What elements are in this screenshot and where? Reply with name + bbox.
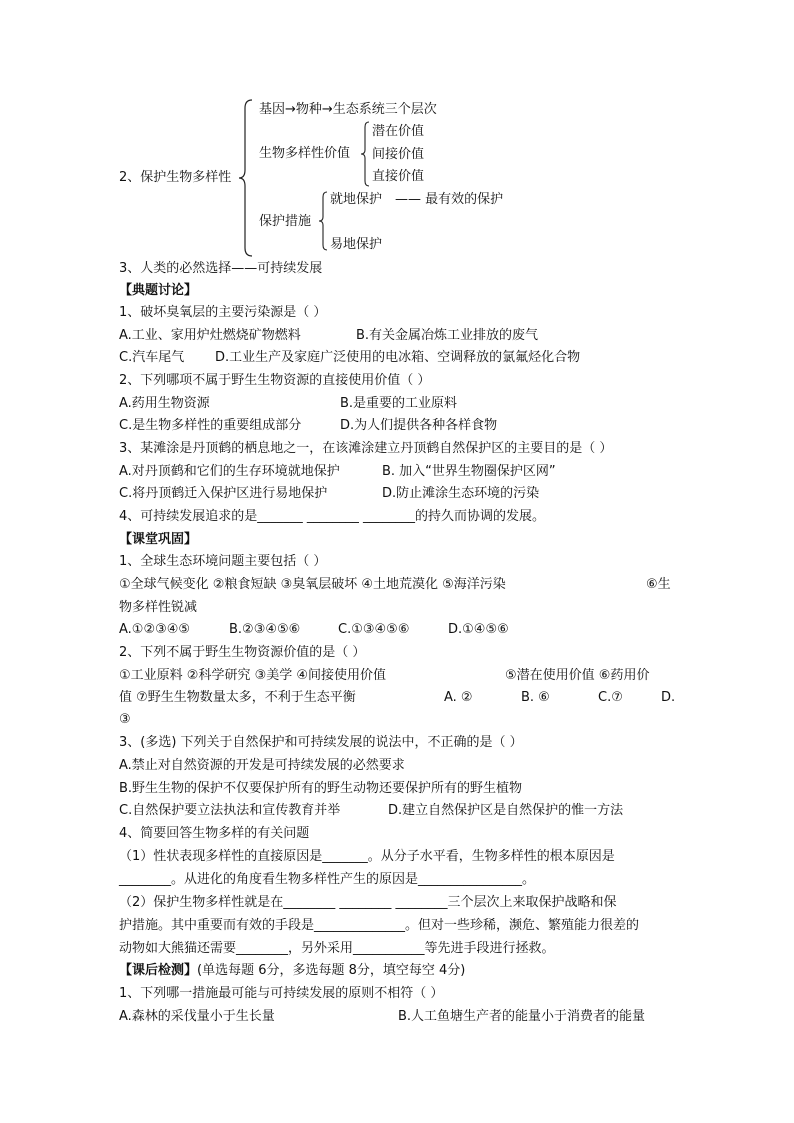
ex-situ: 易地保护 [330, 237, 383, 252]
line-3: 3、人类的必然选择——可持续发展 [119, 261, 323, 276]
fill-in-line: ________。从进化的角度看生物多样性产生的原因是________________。 [119, 872, 536, 887]
option: A.药用生物资源 [119, 396, 210, 411]
question: 1、下列哪一措施最可能与可持续发展的原则不相符（ ） [119, 986, 444, 1001]
question: 1、全球生态环境问题主要包括（ ） [119, 554, 327, 569]
value-potential: 潜在价值 [372, 124, 425, 139]
section-heading: 【课堂巩固】 [119, 532, 198, 547]
question: 3、(多选) 下列关于自然保护和可持续发展的说法中，不正确的是（ ） [119, 735, 523, 750]
option: A.森林的采伐量小于生长量 [119, 1009, 275, 1024]
option: B.人工鱼塘生产者的能量小于消费者的能量 [398, 1009, 646, 1024]
option: D.①④⑤⑥ [448, 622, 509, 637]
option: C.⑦ [598, 690, 623, 705]
option: C.①③④⑤⑥ [338, 622, 410, 637]
item-list: 物多样性锐减 [119, 600, 198, 615]
section-heading: 【课后检测】 [119, 963, 198, 978]
option: D.为人们提供各种各样食物 [340, 418, 498, 433]
option: D. [661, 690, 676, 705]
item-list: ⑥生 [646, 577, 671, 592]
item-list: 值 ⑦野生生物数量太多，不利于生态平衡 [119, 690, 356, 705]
option: C.是生物多样性的重要组成部分 [119, 418, 302, 433]
option: B.②③④⑤⑥ [229, 622, 301, 637]
in-situ: 就地保护 [330, 192, 383, 207]
fill-in-line: （1）性状表现多样性的直接原因是_______。从分子水平看，生物多样性的根本原因是 [119, 849, 615, 864]
option: A.①②③④⑤ [119, 622, 191, 637]
option: C.汽车尾气 [119, 350, 185, 365]
diagram-root: 2、保护生物多样性 [119, 170, 232, 185]
item-list: ①工业原料 ②科学研究 ③美学 ④间接使用价值 [119, 668, 387, 683]
option: A.对丹顶鹤和它们的生存环境就地保护 [119, 464, 340, 479]
diagram-levels: 基因→物种→生态系统三个层次 [259, 102, 437, 117]
section-heading: 【典题讨论】 [119, 283, 198, 298]
option: A. ② [444, 690, 473, 705]
question: 4、可持续发展追求的是_______ ________ ________的持久而协调的发展。 [119, 509, 546, 524]
scoring-note: (单选每题 6分，多选每题 8分，填空每空 4分) [197, 963, 466, 978]
option: B.是重要的工业原料 [340, 396, 458, 411]
option: D.工业生产及家庭广泛使用的电冰箱、空调释放的氯氟烃化合物 [215, 350, 581, 365]
option: D.防止滩涂生态环境的污染 [382, 486, 540, 501]
item-list: ①全球气候变化 ②粮食短缺 ③臭氧层破坏 ④土地荒漠化 ⑤海洋污染 [119, 577, 506, 592]
option: B.野生生物的保护不仅要保护所有的野生动物还要保护所有的野生植物 [119, 781, 523, 796]
measures-brace [316, 192, 330, 250]
option: C.自然保护要立法执法和宣传教育并举 [119, 803, 341, 818]
option: A.禁止对自然资源的开发是可持续发展的必然要求 [119, 758, 405, 773]
diagram-measures-label: 保护措施 [259, 214, 312, 229]
fill-in-line: 护措施。其中重要而有效的手段是______________。但对一些珍稀，濒危、繁殖能力很差的 [119, 918, 640, 933]
value-direct: 直接价值 [372, 169, 425, 184]
value-indirect: 间接价值 [372, 147, 425, 162]
option: C.将丹顶鹤迁入保护区进行易地保护 [119, 486, 328, 501]
section-heading-row [119, 962, 465, 980]
question: 2、下列不属于野生生物资源价值的是（ ） [119, 645, 366, 660]
option: B. 加入“世界生物圈保护区网” [382, 464, 556, 479]
question: 2、下列哪项不属于野生生物资源的直接使用价值（ ） [119, 373, 431, 388]
option: A.工业、家用炉灶燃烧矿物燃料 [119, 328, 301, 343]
in-situ-note: —— 最有效的保护 [395, 192, 504, 207]
outer-brace [236, 100, 256, 256]
fill-in-line: （2）保护生物多样性就是在________ ________ ________三个层次上来取保护战略和保 [119, 895, 617, 910]
value-brace [358, 122, 372, 186]
question: 4、简要回答生物多样的有关问题 [119, 826, 310, 841]
item-list: ⑤潜在使用价值 ⑥药用价 [505, 668, 650, 683]
option: B. ⑥ [521, 690, 550, 705]
fill-in-line: 动物如大熊猫还需要________，另外采用___________等先进手段进行拯救。 [119, 941, 555, 956]
diagram-value-label: 生物多样性价值 [259, 146, 351, 161]
question: 1、破坏臭氧层的主要污染源是（ ） [119, 305, 327, 320]
option: ③ [119, 712, 131, 727]
option: B.有关金属冶炼工业排放的废气 [356, 328, 539, 343]
option: D.建立自然保护区是自然保护的惟一方法 [388, 803, 624, 818]
question: 3、某滩涂是丹顶鹤的栖息地之一，在该滩涂建立丹顶鹤自然保护区的主要目的是（ ） [119, 441, 613, 456]
